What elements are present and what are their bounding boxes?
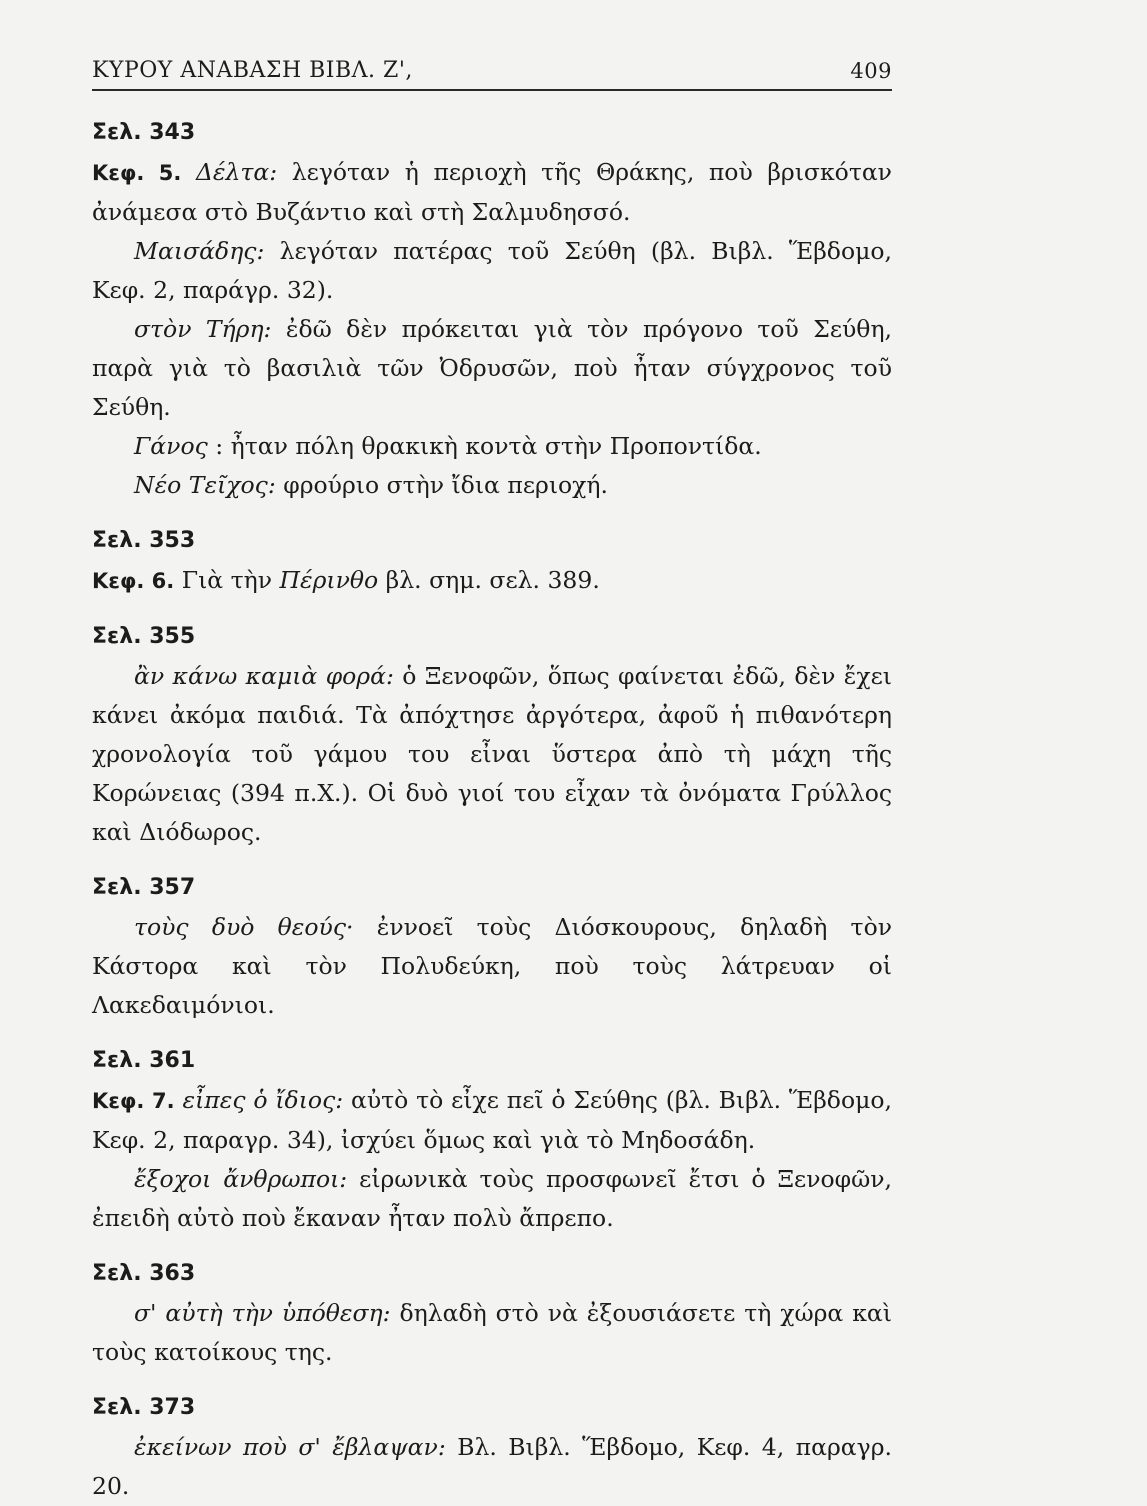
note-term: Δέλτα: [195, 158, 278, 186]
note-paragraph [92, 427, 892, 466]
note-term: τοὺς δυὸ θεούς· [134, 913, 354, 941]
note-term: εἶπες ὁ ἴδιος: [182, 1086, 344, 1114]
note-text: ὁ Ξενοφῶν, ὅπως φαίνεται ἐδῶ, δὲν ἔχει κάνει ἀκόμα παιδιά. Τὰ ἀπόχτησε ἀργότερα, ἀφοῦ ἡ πιθανότερη χρονολογία τοῦ γάμου του εἶναι ὕστερα ἀπὸ τὴ μάχη τῆς Κορώνειας (394 π.Χ.). Οἱ δυὸ γιοί του εἶχαν τὰ ὀνόματα Γρύλλος καὶ Διόδωρος. [92, 662, 892, 846]
note-paragraph [92, 1160, 892, 1238]
section-heading: Σελ. 355 [92, 624, 196, 649]
page-number: 409 [850, 59, 892, 83]
note-text: ἐννοεῖ τοὺς Διόσκουρους, δηλαδὴ τὸν Κάστορα καὶ τὸν Πολυδεύκη, ποὺ τοὺς λάτρευαν οἱ Λακεδαιμόνιοι. [92, 913, 892, 1019]
note-text: φρούριο στὴν ἴδια περιοχή. [275, 471, 608, 499]
section-heading: Σελ. 353 [92, 528, 196, 553]
note-paragraph [92, 561, 892, 601]
note-paragraph [92, 1294, 892, 1372]
note-text: δηλαδὴ στὸ νὰ ἐξουσιάσετε τὴ χώρα καὶ τοὺς κατοίκους της. [92, 1299, 892, 1366]
note-text: λεγόταν πατέρας τοῦ Σεύθη (βλ. Βιβλ. Ἕβδομο, Κεφ. 2, παράγρ. 32). [92, 237, 892, 304]
chapter-ref: Κεφ. 5. [92, 161, 182, 185]
note-prefix: Γιὰ τὴν [181, 566, 280, 594]
note-term: Γάνος [134, 432, 208, 460]
note-text: αὐτὸ τὸ εἶχε πεῖ ὁ Σεύθης (βλ. Βιβλ. Ἕβδομο, Κεφ. 2, παραγρ. 34), ἰσχύει ὅμως καὶ γιὰ τὸ Μηδοσάδη. [92, 1086, 892, 1154]
note-paragraph [92, 466, 892, 505]
note-term: στὸν Τήρη: [134, 315, 272, 343]
note-paragraph [92, 232, 892, 310]
note-text: βλ. σημ. σελ. 389. [378, 566, 600, 594]
note-term: Μαισάδης: [134, 237, 265, 265]
section-heading: Σελ. 357 [92, 875, 196, 900]
running-header [92, 58, 892, 91]
section-heading: Σελ. 363 [92, 1261, 196, 1286]
note-paragraph [92, 657, 892, 852]
note-text: ἐδῶ δὲν πρόκειται γιὰ τὸν πρόγονο τοῦ Σεύθη, παρὰ γιὰ τὸ βασιλιὰ τῶν Ὀδρυσῶν, ποὺ ἦταν σύγχρονος τοῦ Σεύθη. [92, 315, 892, 421]
note-term: σ' αὐτὴ τὴν ὑπόθεση: [134, 1299, 391, 1327]
note-paragraph [92, 908, 892, 1025]
running-title: ΚΥΡΟΥ ΑΝΑΒΑΣΗ ΒΙΒΛ. Ζ', [92, 58, 413, 83]
note-term: Πέρινθο [279, 566, 379, 594]
notes-body [92, 113, 892, 1506]
note-text: : ἦταν πόλη θρακικὴ κοντὰ στὴν Προποντίδα. [207, 432, 762, 460]
section-heading: Σελ. 343 [92, 120, 196, 145]
note-paragraph [92, 153, 892, 232]
note-term: ἐκείνων ποὺ σ' ἔβλαψαν: [134, 1433, 446, 1461]
note-term: ἂν κάνω καμιὰ φορά: [134, 662, 394, 690]
note-text: εἰρωνικὰ τοὺς προσφωνεῖ ἔτσι ὁ Ξενοφῶν, ἐπειδὴ αὐτὸ ποὺ ἔκαναν ἦταν πολὺ ἄπρεπο. [92, 1165, 892, 1232]
note-text: λεγόταν ἡ περιοχὴ τῆς Θράκης, ποὺ βρισκόταν ἀνάμεσα στὸ Βυζάντιο καὶ στὴ Σαλμυδησσό. [92, 158, 892, 226]
note-text: Βλ. Βιβλ. Ἕβδομο, Κεφ. 4, παραγρ. 20. [92, 1433, 892, 1500]
chapter-ref: Κεφ. 7. [92, 1089, 175, 1113]
section-heading: Σελ. 373 [92, 1395, 196, 1420]
section-heading: Σελ. 361 [92, 1048, 196, 1073]
note-term: Νέο Τεῖχος: [134, 471, 276, 499]
note-paragraph [92, 1428, 892, 1506]
chapter-ref: Κεφ. 6. [92, 569, 175, 593]
note-paragraph [92, 310, 892, 427]
note-paragraph [92, 1081, 892, 1160]
page [92, 58, 892, 1506]
note-term: ἔξοχοι ἄνθρωποι: [134, 1165, 348, 1193]
